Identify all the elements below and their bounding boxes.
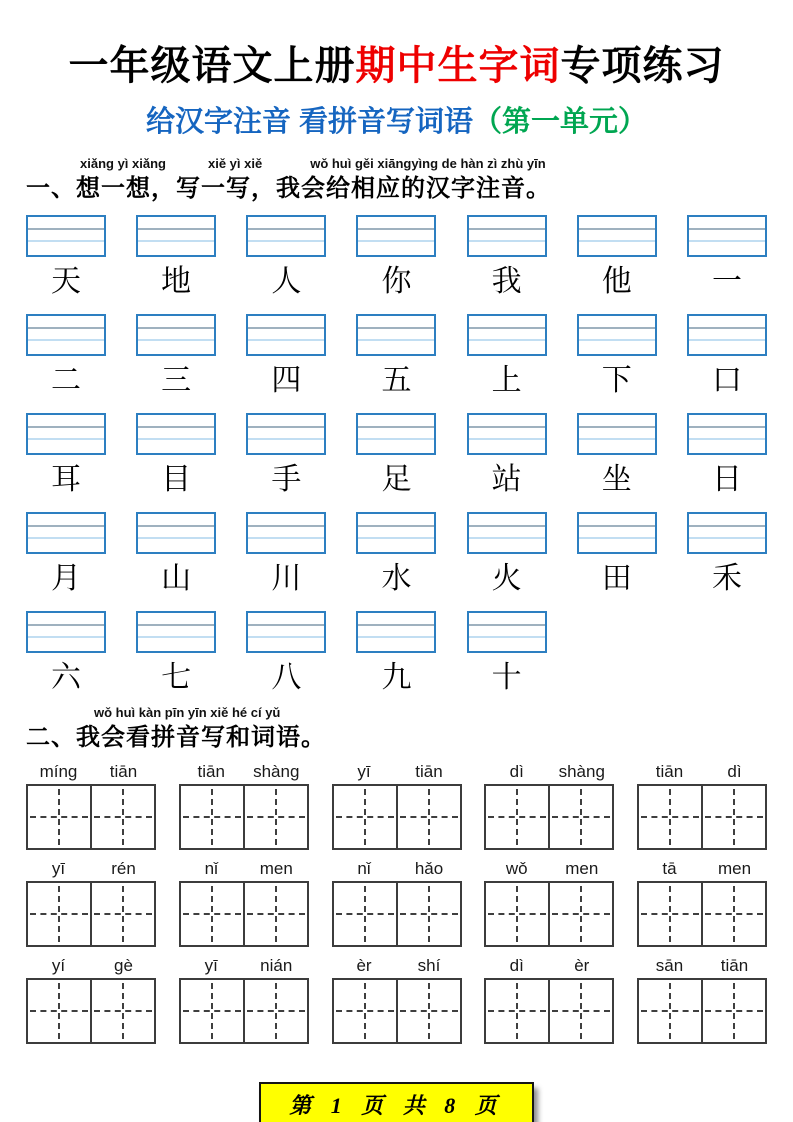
- hanzi-char: 五: [381, 364, 412, 397]
- pinyin-four-line-box: [356, 215, 436, 257]
- pinyin-syllable: tiān: [197, 762, 225, 781]
- pinyin-four-line-box: [136, 314, 216, 356]
- hanzi-char: 天: [51, 265, 81, 298]
- hanzi-char: 七: [161, 661, 192, 694]
- tian-zi-ge-cell: [701, 786, 765, 848]
- tian-zi-ge-cell: [701, 980, 765, 1042]
- character-writing-grid: [179, 784, 309, 850]
- hanzi-char: 你: [381, 265, 412, 298]
- pinyin-four-line-box: [467, 413, 547, 455]
- hanzi-char: 田: [601, 562, 632, 595]
- empty-column: [577, 656, 657, 699]
- tian-zi-ge-cell: [243, 980, 307, 1042]
- hanzi-char: 八: [271, 661, 302, 694]
- hanzi-char: 九: [381, 661, 412, 694]
- tian-zi-ge-cell: [548, 786, 612, 848]
- subtitle-main: 给汉字注音 看拼音写词语: [145, 106, 474, 138]
- title-suffix: 专项练习: [560, 44, 725, 88]
- pinyin-syllable: míng: [39, 762, 78, 781]
- pinyin-word: [332, 761, 462, 782]
- pinyin-syllable: yī: [204, 956, 218, 975]
- pinyin-syllable: tiān: [720, 956, 749, 975]
- pinyin-box-row: [26, 611, 767, 653]
- hanzi-char: 月: [51, 562, 81, 595]
- pinyin-four-line-box: [26, 314, 106, 356]
- pinyin-four-line-box: [577, 512, 657, 554]
- pinyin-four-line-box: [577, 314, 657, 356]
- hanzi-char: 禾: [711, 562, 742, 595]
- pinyin-four-line-box: [136, 413, 216, 455]
- pinyin-word: [484, 761, 614, 782]
- pinyin-syllable: gè: [114, 956, 133, 975]
- tian-zi-ge-cell: [548, 980, 612, 1042]
- hanzi-char: 六: [51, 661, 81, 694]
- hanzi-char: 火: [491, 562, 522, 595]
- pinyin-syllable: sān: [655, 956, 684, 975]
- tian-zi-ge-cell: [639, 980, 701, 1042]
- hanzi-char: 山: [161, 562, 192, 595]
- hanzi-char: 手: [271, 463, 302, 496]
- pinyin-word: [26, 761, 156, 782]
- pinyin-box-row: [26, 512, 767, 554]
- pinyin-syllable: hǎo: [414, 859, 444, 878]
- character-writing-grid: [484, 881, 614, 947]
- hanzi-row: [26, 557, 767, 600]
- pinyin-segment: wǒ huì kàn pīn yīn xiě hé cí yǔ: [94, 705, 281, 720]
- pinyin-syllable: tiān: [415, 762, 443, 781]
- hanzi-char: 上: [491, 364, 522, 397]
- tian-zi-ge-cell: [28, 980, 90, 1042]
- pinyin-syllable: men: [717, 859, 752, 878]
- empty-column: [687, 656, 767, 699]
- pinyin-syllable: dì: [509, 762, 524, 781]
- hanzi-char: 川: [271, 562, 302, 595]
- pinyin-syllable: shàng: [558, 762, 605, 781]
- hanzi-char: 二: [51, 364, 81, 397]
- pinyin-four-line-box: [687, 512, 767, 554]
- pinyin-syllable: rén: [111, 859, 136, 878]
- pinyin-four-line-box: [577, 215, 657, 257]
- pinyin-four-line-box: [356, 611, 436, 653]
- tian-zi-ge-cell: [28, 786, 90, 848]
- tian-zi-ge-cell: [90, 980, 154, 1042]
- tian-zi-ge-cell: [486, 980, 548, 1042]
- pinyin-word-row: [26, 955, 767, 976]
- pinyin-syllable: nǐ: [357, 859, 371, 878]
- pinyin-segment: wǒ huì gěi xiāngyìng de hàn zì zhù yīn: [310, 156, 546, 171]
- hanzi-char: 足: [381, 463, 412, 496]
- tian-zi-ge-cell: [90, 786, 154, 848]
- hanzi-row: [26, 458, 767, 501]
- section2-heading: 二、我会看拼音写和词语。: [26, 724, 326, 751]
- hanzi-char: 地: [161, 265, 192, 298]
- tian-zi-ge-cell: [334, 883, 396, 945]
- tian-zi-ge-cell: [701, 883, 765, 945]
- character-writing-grid: [484, 784, 614, 850]
- pinyin-four-line-box: [246, 611, 326, 653]
- writing-grid-row: [26, 881, 767, 947]
- tian-zi-ge-cell: [396, 883, 460, 945]
- character-writing-grid: [332, 881, 462, 947]
- character-writing-grid: [179, 881, 309, 947]
- page-indicator: 第 1 页 共 8 页: [259, 1082, 534, 1122]
- hanzi-char: 我: [491, 265, 522, 298]
- pinyin-syllable: tiān: [655, 762, 684, 781]
- empty-column: [577, 611, 657, 653]
- writing-grid-row: [26, 784, 767, 850]
- pinyin-word: [484, 955, 614, 976]
- tian-zi-ge-cell: [486, 786, 548, 848]
- pinyin-four-line-box: [246, 215, 326, 257]
- section2-pinyin-line: [26, 705, 767, 721]
- page-subtitle: [26, 102, 767, 142]
- pinyin-word-row: [26, 858, 767, 879]
- character-writing-grid: [26, 784, 156, 850]
- pinyin-syllable: yī: [357, 762, 371, 781]
- hanzi-row: [26, 359, 767, 402]
- pinyin-four-line-box: [687, 215, 767, 257]
- pinyin-syllable: nián: [260, 956, 293, 975]
- tian-zi-ge-cell: [396, 786, 460, 848]
- character-writing-grid: [332, 978, 462, 1044]
- section1-pinyin-line: [26, 156, 767, 172]
- title-prefix: 一年级语文上册: [68, 44, 356, 88]
- pinyin-word-row: [26, 761, 767, 782]
- hanzi-char: 三: [161, 364, 192, 397]
- pinyin-syllable: men: [259, 859, 293, 878]
- pinyin-four-line-box: [136, 215, 216, 257]
- character-writing-grid: [637, 978, 767, 1044]
- pinyin-syllable: nǐ: [204, 859, 218, 878]
- tian-zi-ge-cell: [90, 883, 154, 945]
- pinyin-word: [484, 858, 614, 879]
- pinyin-box-row: [26, 215, 767, 257]
- pinyin-syllable: men: [565, 859, 599, 878]
- pinyin-syllable: tiān: [109, 762, 138, 781]
- pinyin-box-row: [26, 314, 767, 356]
- pinyin-four-line-box: [577, 413, 657, 455]
- tian-zi-ge-cell: [548, 883, 612, 945]
- pinyin-word: [26, 955, 156, 976]
- character-writing-grid: [332, 784, 462, 850]
- pinyin-four-line-box: [136, 512, 216, 554]
- pinyin-four-line-box: [246, 512, 326, 554]
- pinyin-four-line-box: [467, 512, 547, 554]
- pinyin-four-line-box: [687, 413, 767, 455]
- pinyin-four-line-box: [246, 314, 326, 356]
- pinyin-four-line-box: [356, 314, 436, 356]
- tian-zi-ge-cell: [181, 883, 243, 945]
- hanzi-char: 站: [491, 463, 522, 496]
- hanzi-char: 口: [711, 364, 742, 397]
- pinyin-word: [26, 858, 156, 879]
- tian-zi-ge-cell: [639, 786, 701, 848]
- hanzi-char: 目: [161, 463, 192, 496]
- hanzi-char: 下: [601, 364, 632, 397]
- pinyin-four-line-box: [26, 215, 106, 257]
- pinyin-syllable: dì: [509, 956, 524, 975]
- subtitle-unit: （第一单元）: [473, 106, 648, 138]
- footer: [26, 1082, 767, 1122]
- pinyin-word: [179, 955, 309, 976]
- pinyin-syllable: shàng: [253, 762, 300, 781]
- empty-column: [687, 611, 767, 653]
- pinyin-four-line-box: [356, 413, 436, 455]
- pinyin-word: [637, 761, 767, 782]
- tian-zi-ge-cell: [334, 786, 396, 848]
- pinyin-segment: xiě yì xiě: [207, 156, 263, 171]
- pinyin-word: [179, 761, 309, 782]
- section1-heading: 一、想一想，写一写，我会给相应的汉字注音。: [26, 175, 551, 202]
- hanzi-char: 水: [381, 562, 412, 595]
- hanzi-char: 他: [601, 265, 632, 298]
- pinyin-four-line-box: [26, 413, 106, 455]
- pinyin-syllable: tā: [662, 859, 677, 878]
- pinyin-box-row: [26, 413, 767, 455]
- character-writing-grid: [484, 978, 614, 1044]
- hanzi-char: 人: [271, 265, 302, 298]
- hanzi-row: [26, 656, 767, 699]
- pinyin-four-line-box: [687, 314, 767, 356]
- pinyin-segment: xiǎng yì xiǎng: [80, 156, 166, 171]
- page-title: [26, 40, 767, 92]
- pinyin-word: [332, 955, 462, 976]
- hanzi-char: 耳: [51, 463, 81, 496]
- pinyin-syllable: èr: [356, 956, 372, 975]
- pinyin-word: [637, 858, 767, 879]
- hanzi-char: 十: [491, 661, 522, 694]
- pinyin-syllable: shí: [417, 956, 441, 975]
- hanzi-char: 四: [271, 364, 302, 397]
- pinyin-syllable: wǒ: [505, 859, 528, 878]
- pinyin-four-line-box: [356, 512, 436, 554]
- pinyin-four-line-box: [136, 611, 216, 653]
- tian-zi-ge-cell: [28, 883, 90, 945]
- pinyin-word: [179, 858, 309, 879]
- pinyin-syllable: èr: [574, 956, 590, 975]
- title-highlight: 期中生字词: [355, 44, 561, 88]
- tian-zi-ge-cell: [639, 883, 701, 945]
- character-writing-grid: [637, 784, 767, 850]
- pinyin-four-line-box: [467, 611, 547, 653]
- pinyin-syllable: yī: [51, 859, 66, 878]
- writing-grid-row: [26, 978, 767, 1044]
- hanzi-char: 日: [711, 463, 742, 496]
- character-writing-grid: [26, 881, 156, 947]
- pinyin-syllable: dì: [727, 762, 742, 781]
- character-writing-grid: [637, 881, 767, 947]
- pinyin-word: [637, 955, 767, 976]
- pinyin-syllable: yí: [51, 956, 66, 975]
- pinyin-four-line-box: [467, 215, 547, 257]
- hanzi-row: [26, 260, 767, 303]
- pinyin-four-line-box: [26, 611, 106, 653]
- character-writing-grid: [26, 978, 156, 1044]
- tian-zi-ge-cell: [243, 883, 307, 945]
- tian-zi-ge-cell: [334, 980, 396, 1042]
- tian-zi-ge-cell: [486, 883, 548, 945]
- pinyin-word: [332, 858, 462, 879]
- hanzi-char: 坐: [601, 463, 632, 496]
- character-writing-grid: [179, 978, 309, 1044]
- tian-zi-ge-cell: [396, 980, 460, 1042]
- tian-zi-ge-cell: [243, 786, 307, 848]
- pinyin-four-line-box: [26, 512, 106, 554]
- hanzi-char: 一: [711, 265, 742, 298]
- tian-zi-ge-cell: [181, 786, 243, 848]
- tian-zi-ge-cell: [181, 980, 243, 1042]
- pinyin-four-line-box: [467, 314, 547, 356]
- pinyin-four-line-box: [246, 413, 326, 455]
